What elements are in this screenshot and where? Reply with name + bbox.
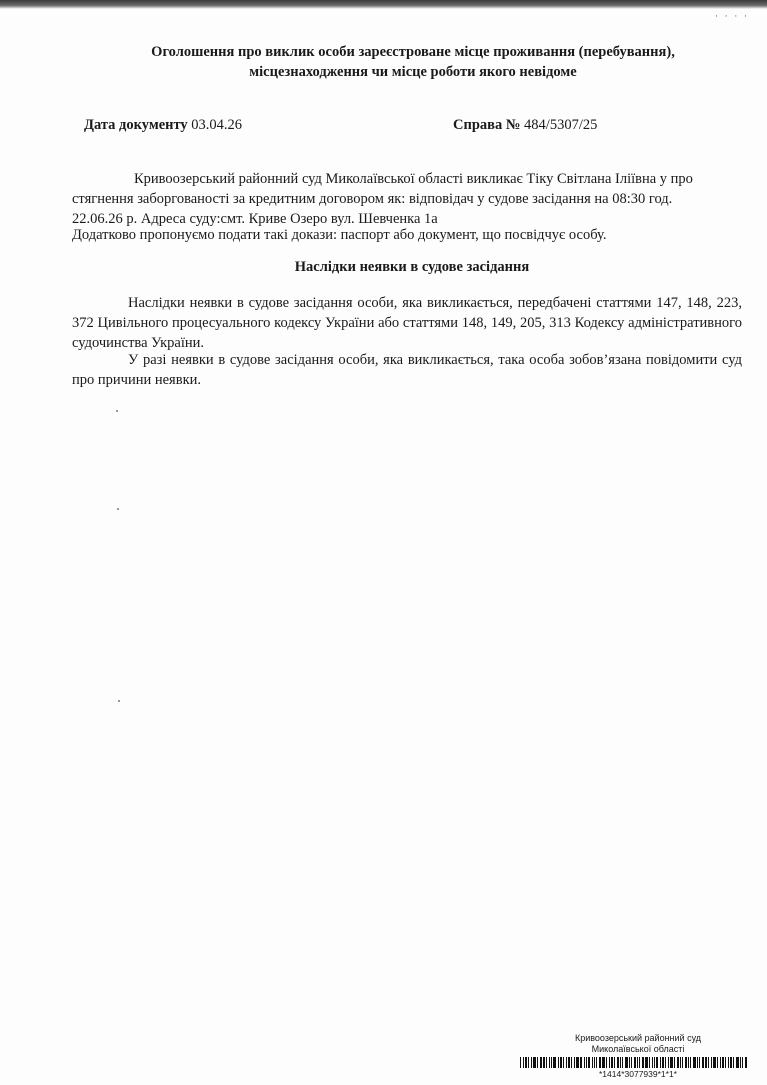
barcode-bar [688, 1057, 689, 1068]
barcode-bar [730, 1057, 732, 1068]
barcode-bar [602, 1057, 605, 1068]
barcode-bar [574, 1057, 575, 1068]
date-label: Дата документу [84, 117, 188, 133]
barcode-bar [551, 1057, 552, 1068]
barcode-bar [745, 1057, 747, 1068]
barcode-bar [563, 1057, 564, 1068]
barcode-bar [685, 1057, 687, 1068]
barcode-bar [609, 1057, 610, 1068]
barcode-bar [540, 1057, 542, 1068]
barcode-bar [708, 1057, 709, 1068]
case-value: 484/5307/25 [524, 117, 598, 133]
summons-line-2: стягнення заборгованості за кредитним договором як: відповідач у судове засідання на 08:30 год. [72, 191, 673, 207]
barcode-bar [717, 1057, 718, 1068]
consequences-paragraph: Наслідки неявки в судове засідання особи, яка викликається, передбачені статтями 147, 148, 223, 372 Цивільного процесуального кодексу України або статтями 148, 149, 205, 313 Кодексу адміністративного судочинства України. [72, 295, 742, 351]
court-stamp [520, 1033, 756, 1079]
barcode-bar [596, 1057, 597, 1068]
barcode-bar [668, 1057, 669, 1068]
barcode-bar [625, 1057, 628, 1068]
scan-speck [118, 700, 120, 702]
barcode-bar [617, 1057, 619, 1068]
barcode-bar [670, 1057, 673, 1068]
barcode-bar [606, 1057, 607, 1068]
barcode-bar [693, 1057, 696, 1068]
scan-speck [117, 508, 119, 510]
barcode-bar [722, 1057, 724, 1068]
barcode-bar [571, 1057, 572, 1068]
barcode-bar [560, 1057, 562, 1068]
barcode-bar [549, 1057, 550, 1068]
title-line-1: Оголошення про виклик особи зареєстроване місце проживання (перебування), [151, 44, 675, 60]
title-line-2: місцезнаходження чи місце роботи якого невідоме [249, 64, 577, 80]
barcode-bar [528, 1057, 529, 1068]
barcode-bar [725, 1057, 726, 1068]
barcode-bar [637, 1057, 638, 1068]
barcode-bar [558, 1057, 559, 1068]
barcode-bar [680, 1057, 681, 1068]
barcode-bar [568, 1057, 570, 1068]
barcode-bar [645, 1057, 648, 1068]
barcode-bar [674, 1057, 675, 1068]
barcode-bar [733, 1057, 734, 1068]
barcode-bar [654, 1057, 655, 1068]
barcode-bar [631, 1057, 632, 1068]
barcode-bar [546, 1057, 547, 1068]
stamp-court-name: Кривоозерський районний суд [574, 1033, 702, 1043]
barcode-bar [656, 1057, 658, 1068]
barcode-bar [699, 1057, 700, 1068]
barcode-bar [611, 1057, 613, 1068]
barcode-bar [525, 1057, 527, 1068]
barcode-bar [634, 1057, 636, 1068]
barcode-bar [665, 1057, 666, 1068]
barcode-bar [622, 1057, 623, 1068]
stamp-region: Миколаївської області [591, 1044, 685, 1054]
barcode-bar [711, 1057, 712, 1068]
barcode-bar [697, 1057, 698, 1068]
barcode-bar [702, 1057, 704, 1068]
case-label: Справа № [453, 117, 521, 133]
barcode-bar [586, 1057, 587, 1068]
evidence-paragraph: Додатково пропонуємо подати такі докази: паспорт або документ, що посвідчує особу. [72, 227, 607, 243]
barcode-bar [533, 1057, 536, 1068]
barcode-bar [599, 1057, 601, 1068]
barcode-bar [662, 1057, 664, 1068]
barcode-number: *1414*3077939*1*1* [599, 1069, 677, 1079]
barcode-bar [520, 1057, 521, 1068]
barcode-bar [620, 1057, 621, 1068]
scan-corner-marks: · · · · [714, 12, 749, 22]
document-title [60, 42, 766, 82]
barcode-bar [649, 1057, 650, 1068]
barcode-bar [523, 1057, 524, 1068]
barcode-bar [629, 1057, 630, 1068]
barcode-bar [690, 1057, 691, 1068]
summons-paragraph [72, 169, 742, 229]
summons-line-3: 22.06.26 р. Адреса суду:смт. Криве Озеро вул. Шевченка 1а [72, 211, 438, 227]
barcode-bar [713, 1057, 716, 1068]
barcode-bar [584, 1057, 585, 1068]
barcode-bar [682, 1057, 683, 1068]
barcode-bar [642, 1057, 644, 1068]
barcode-bar [728, 1057, 729, 1068]
barcode-bar [566, 1057, 567, 1068]
barcode-image [520, 1057, 756, 1068]
notification-paragraph: У разі неявки в судове засідання особи, яка викликається, така особа зобов’язана повідомити суд про причини неявки. [72, 352, 742, 388]
scan-top-edge [0, 0, 767, 9]
barcode-bar [639, 1057, 640, 1068]
barcode-bar [720, 1057, 721, 1068]
barcode-bar [576, 1057, 579, 1068]
document-date [84, 117, 242, 134]
barcode-bar [543, 1057, 545, 1068]
barcode-bar [736, 1057, 739, 1068]
barcode-bar [592, 1057, 593, 1068]
barcode-bar [588, 1057, 590, 1068]
consequences-heading: Наслідки неявки в судове засідання [294, 259, 530, 275]
barcode-bar [705, 1057, 707, 1068]
barcode-bar [740, 1057, 741, 1068]
barcode-bar [537, 1057, 538, 1068]
barcode-bar [553, 1057, 556, 1068]
case-number [453, 117, 597, 134]
barcode-bar [614, 1057, 615, 1068]
barcode-bar [660, 1057, 661, 1068]
barcode-bar [594, 1057, 595, 1068]
barcode-bar [531, 1057, 532, 1068]
summons-line-1: Кривоозерський районний суд Миколаївської області викликає Тіку Світлана Іліївна у про [134, 171, 693, 187]
scan-speck [116, 410, 118, 412]
barcode-bar [652, 1057, 653, 1068]
barcode-bar [742, 1057, 743, 1068]
barcode-bar [677, 1057, 679, 1068]
barcode-bar [580, 1057, 582, 1068]
date-value: 03.04.26 [191, 117, 243, 133]
